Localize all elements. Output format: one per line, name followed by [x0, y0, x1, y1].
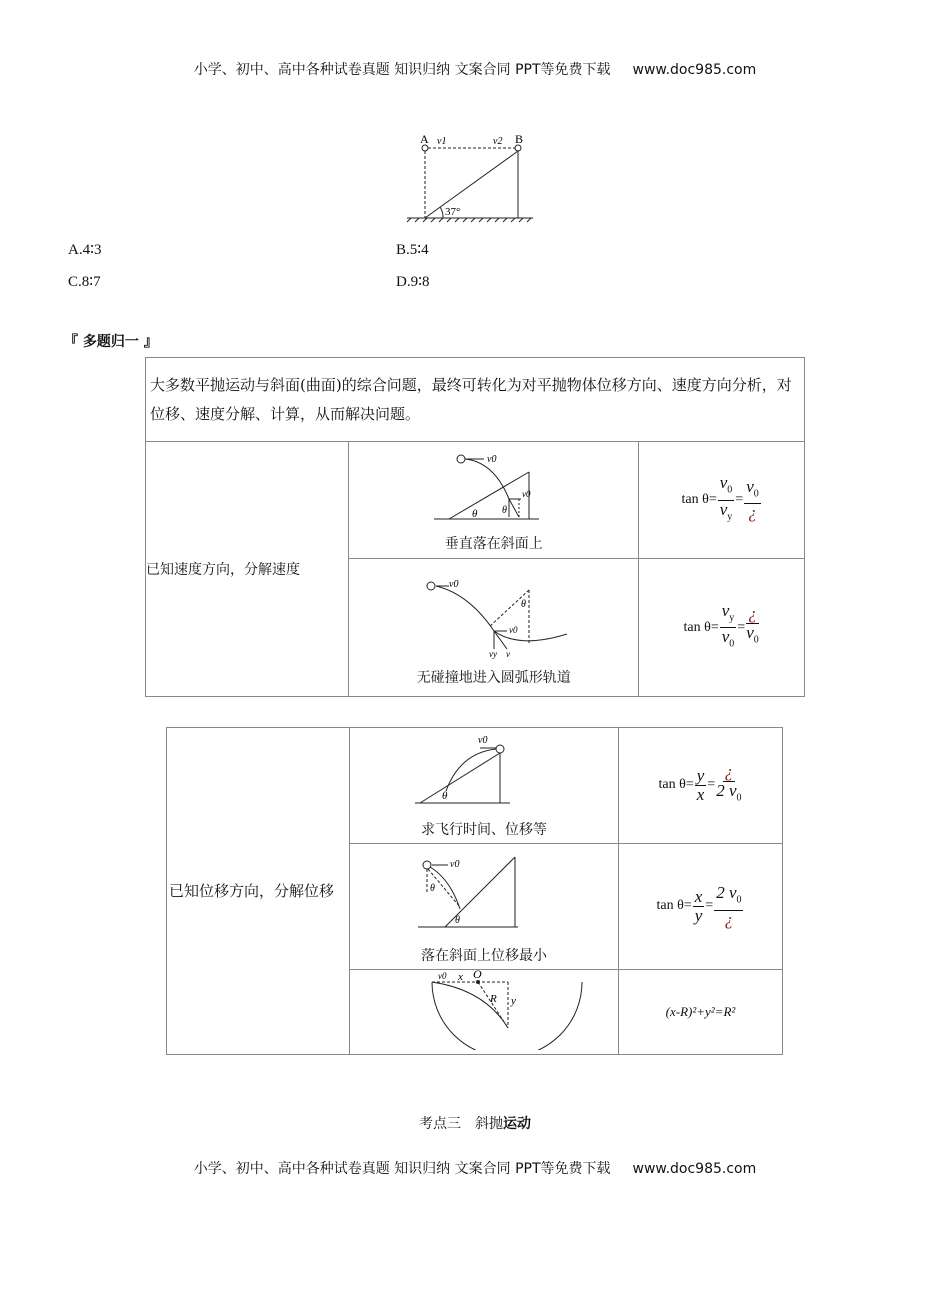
footer-link[interactable]: www.doc985.com — [632, 1161, 757, 1177]
label-v0: v0 — [450, 858, 460, 870]
diagram-semicircle — [350, 970, 618, 1050]
label-angle: 37° — [445, 206, 461, 218]
header-link[interactable]: www.doc985.com — [632, 62, 757, 78]
diagram-caption: 垂直落在斜面上 — [444, 536, 543, 552]
label-y: y — [511, 995, 516, 1007]
label-v1: v1 — [437, 136, 447, 147]
diagram-caption: 求飞行时间、位移等 — [421, 821, 547, 838]
formula-displacement-1: tan θ= $\frac{y}{x}$ = $\frac{¿}{2 v_0}$ — [658, 762, 742, 804]
label-theta: θ — [502, 505, 508, 516]
option-c[interactable]: C.8∶7 — [68, 274, 101, 290]
label-vy: vy — [489, 648, 498, 659]
label-theta: θ — [430, 882, 435, 894]
label-theta: θ — [521, 598, 527, 610]
label-theta: θ — [455, 914, 460, 926]
label-x: x — [458, 971, 463, 983]
label-v0: v0 — [438, 971, 447, 981]
diagram-circular-track — [349, 569, 638, 659]
summary-table-velocity — [145, 357, 805, 697]
label-theta: θ — [442, 789, 448, 802]
option-a[interactable]: A.4∶3 — [68, 242, 102, 258]
label-b: B — [515, 132, 524, 146]
label-v2: v2 — [493, 136, 503, 147]
label-v0: v0 — [487, 454, 497, 465]
summary-table-displacement — [166, 727, 783, 1055]
intro-text: 大多数平抛运动与斜面(曲面)的综合问题，最终可转化为对平抛物体位移方向、速度方向分析，对位移、速度分解、计算，从而解决问题。 — [146, 358, 805, 442]
next-section-title: 考点三 斜抛运动 — [419, 1116, 531, 1132]
diagram-perpendicular-slope — [349, 447, 638, 525]
label-o: O — [473, 970, 482, 981]
figure-projectile-ab — [405, 130, 535, 225]
category-label: 已知速度方向，分解速度 — [146, 442, 349, 697]
page-header — [0, 59, 950, 79]
diagram-caption: 落在斜面上位移最小 — [421, 947, 547, 964]
label-v0: v0 — [478, 734, 488, 746]
label-v: v — [506, 648, 511, 659]
label-v0: v0 — [449, 578, 459, 590]
category-label: 已知位移方向，分解位移 — [167, 728, 350, 1055]
option-d[interactable]: D.9∶8 — [396, 274, 430, 290]
label-theta: θ — [472, 508, 478, 520]
label-v0: v0 — [522, 489, 531, 499]
formula-circle: (x-R)²+y²=R² — [665, 1004, 736, 1019]
header-text: 小学、初中、高中各种试卷真题 知识归纳 文案合同 PPT等免费下载 — [193, 62, 611, 78]
diagram-caption: 无碰撞地进入圆弧形轨道 — [416, 669, 571, 686]
footer-text: 小学、初中、高中各种试卷真题 知识归纳 文案合同 PPT等免费下载 — [193, 1161, 611, 1177]
formula-displacement-2: tan θ= $\frac{x}{y}$ = $\frac{2 v_0}{¿}$ — [656, 883, 742, 929]
label-a: A — [420, 132, 429, 146]
diagram-uphill-throw — [350, 733, 618, 811]
formula-velocity-2: tan θ= $\frac{v_y}{v_0}$ = $\frac{¿}{v_0}$ — [683, 600, 759, 650]
page-footer — [0, 1158, 950, 1178]
section-title: 『 多题归一 』 — [64, 334, 158, 350]
label-r: R — [490, 993, 497, 1005]
formula-velocity-1: tan θ= $\frac{v_0}{v_y}$ = $\frac{v_0}{¿}$ — [681, 473, 759, 523]
option-b[interactable]: B.5∶4 — [396, 242, 429, 258]
label-v0: v0 — [509, 624, 518, 635]
diagram-min-displacement — [350, 849, 618, 937]
